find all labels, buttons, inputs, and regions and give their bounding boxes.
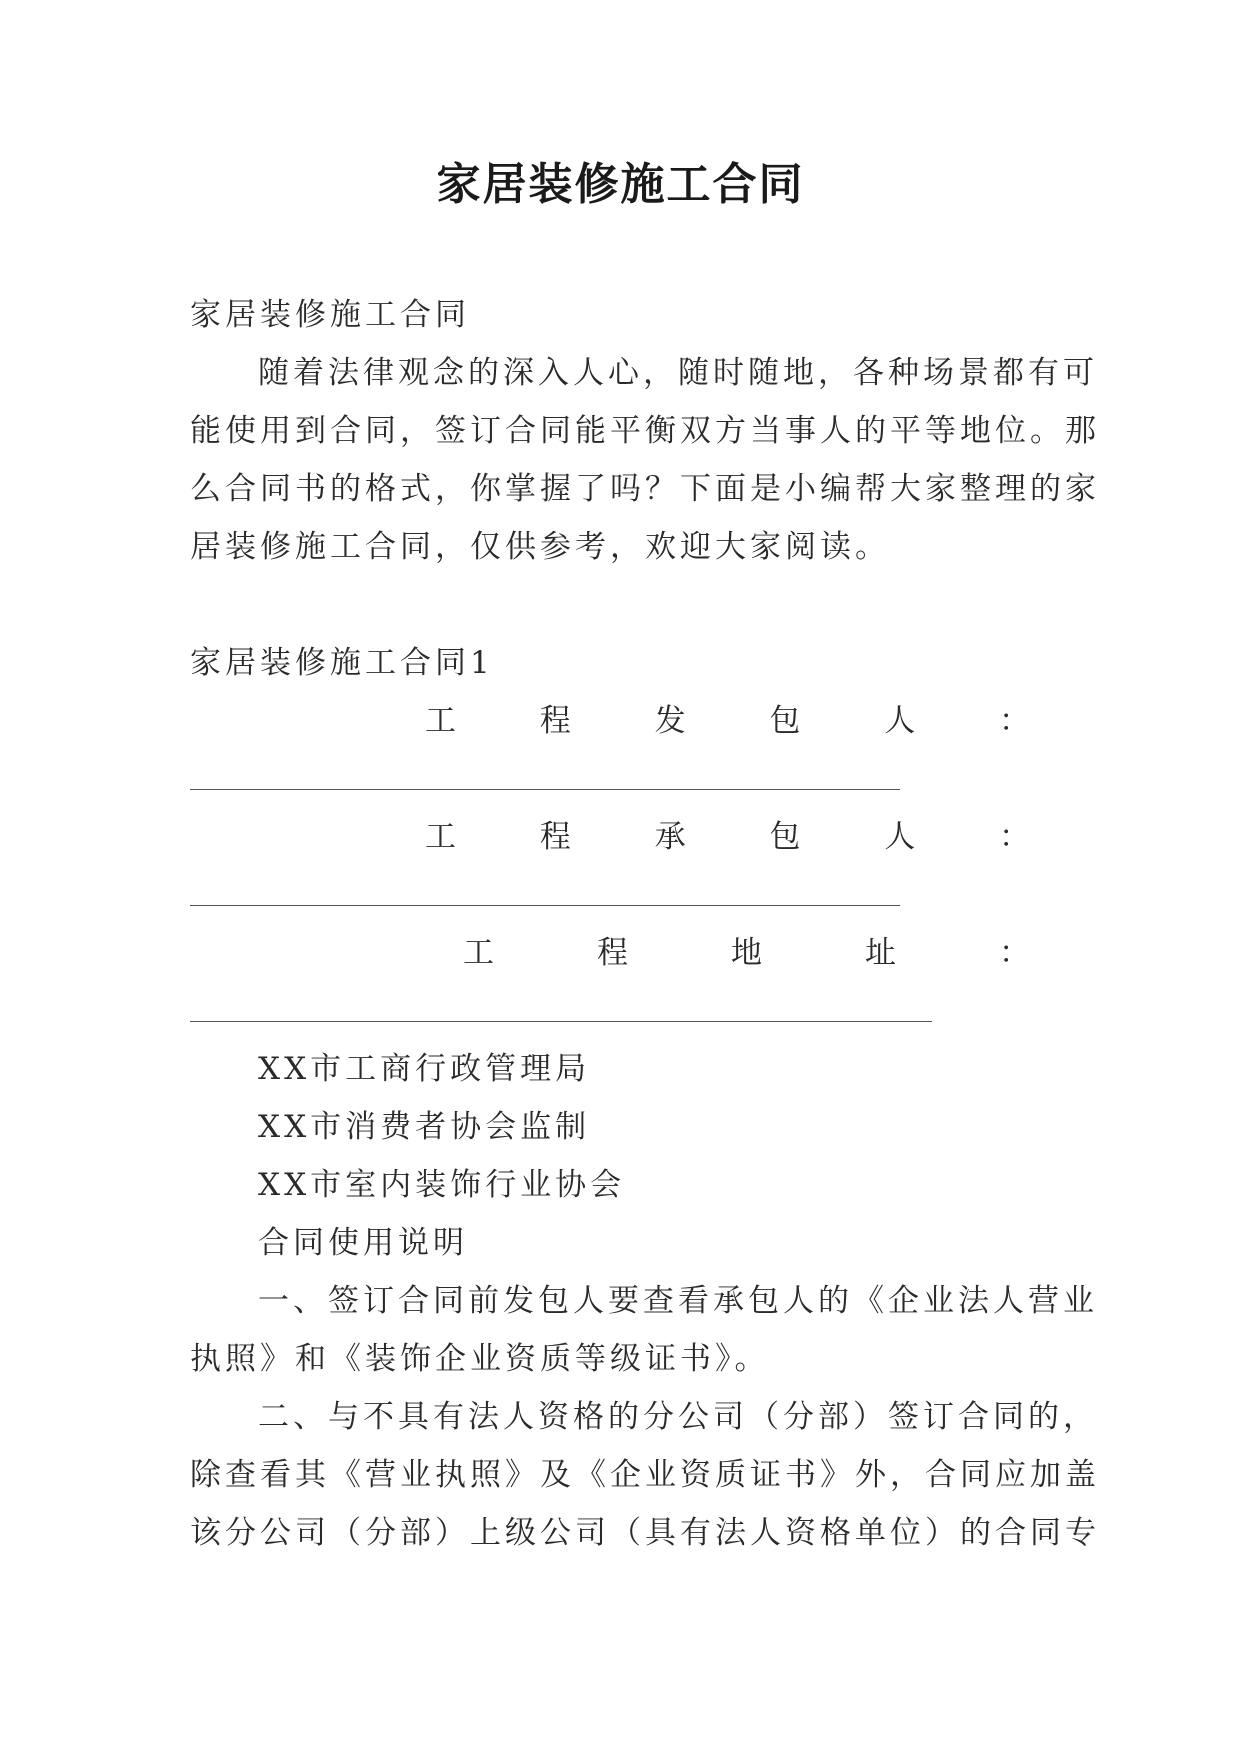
field-issuer-char: 程 — [539, 703, 571, 739]
field-contractor-char: 承 — [654, 819, 686, 855]
field-contractor-char: 包 — [769, 819, 801, 855]
field-address-char: 程 — [597, 935, 628, 971]
field-contractor-blank — [190, 905, 900, 906]
section-heading: 家居装修施工合同1 — [190, 645, 494, 681]
usage-item-1-line-2: 执照》和《装饰企业资质等级证书》。 — [190, 1341, 770, 1377]
usage-item-2-line-1: 二、与不具有法人资格的分公司（分部）签订合同的， — [258, 1399, 1098, 1435]
intro-line-3: 么合同书的格式，你掌握了吗？下面是小编帮大家整理的家 — [190, 471, 1100, 507]
usage-item-2-line-2: 除查看其《营业执照》及《企业资质证书》外，合同应加盖 — [190, 1457, 1100, 1493]
field-contractor-char: ： — [998, 819, 1030, 855]
authority-1: XX市工商行政管理局 — [258, 1051, 591, 1087]
field-issuer-char: 人 — [884, 703, 916, 739]
field-address-char: 地 — [731, 935, 762, 971]
field-address-char: 址 — [865, 935, 896, 971]
usage-item-1-line-1: 一、签订合同前发包人要查看承包人的《企业法人营业 — [258, 1283, 1098, 1319]
field-contractor-label — [425, 817, 1030, 857]
field-issuer-char: 工 — [425, 703, 456, 739]
field-address-label — [463, 933, 1030, 973]
authority-3: XX市室内装饰行业协会 — [258, 1167, 626, 1203]
usage-item-2-line-3: 该分公司（分部）上级公司（具有法人资格单位）的合同专 — [190, 1515, 1100, 1551]
document-title: 家居装修施工合同 — [436, 159, 805, 210]
intro-line-1: 随着法律观念的深入人心，随时随地，各种场景都有可 — [258, 355, 1098, 391]
field-contractor-char: 人 — [884, 819, 916, 855]
intro-line-4: 居装修施工合同，仅供参考，欢迎大家阅读。 — [190, 529, 890, 565]
subtitle: 家居装修施工合同 — [190, 297, 470, 333]
field-issuer-char: 发 — [654, 703, 686, 739]
field-address-char: 工 — [463, 935, 494, 971]
field-contractor-char: 程 — [539, 819, 571, 855]
field-address-char: ： — [999, 935, 1030, 971]
authority-2: XX市消费者协会监制 — [258, 1109, 591, 1145]
field-issuer-label — [425, 701, 1030, 741]
field-issuer-char: ： — [998, 703, 1030, 739]
field-contractor-char: 工 — [425, 819, 456, 855]
usage-heading: 合同使用说明 — [258, 1225, 468, 1261]
field-issuer-blank — [190, 789, 900, 790]
field-address-blank — [190, 1021, 932, 1022]
field-issuer-char: 包 — [769, 703, 801, 739]
intro-line-2: 能使用到合同，签订合同能平衡双方当事人的平等地位。那 — [190, 413, 1100, 449]
